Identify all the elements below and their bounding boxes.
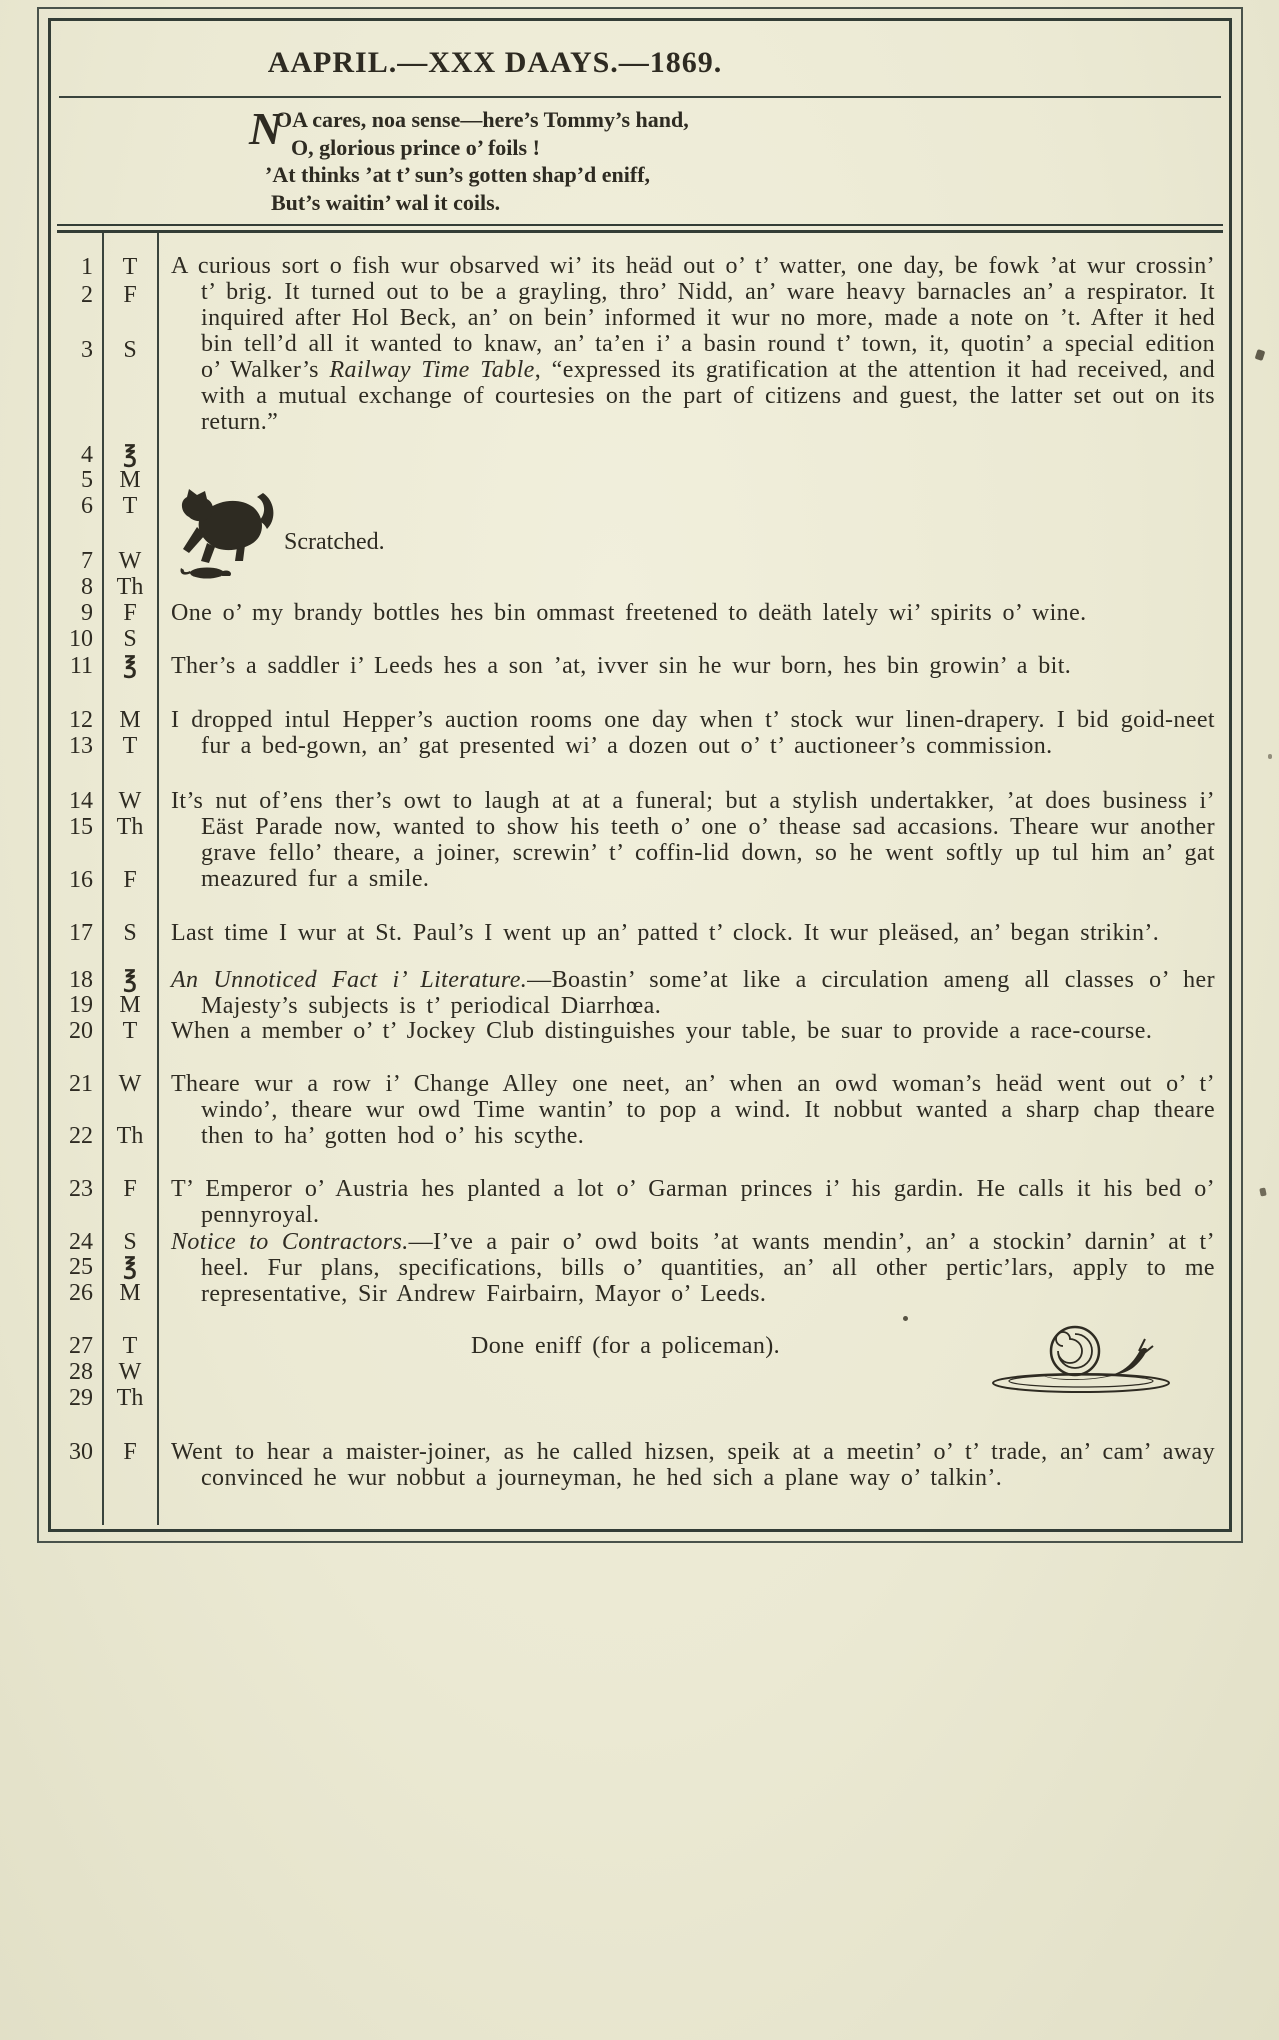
- day-letter: W: [118, 788, 142, 814]
- entry-text: Last time I wur at St. Paul’s I went up an’ patted t’ clock. It wur pleäsed, an’ began strikin’.: [171, 920, 1160, 946]
- entry-text: One o’ my brandy bottles hes bin ommast freetened to deäth lately wi’ spirits o’ wine.: [171, 600, 1087, 626]
- entry-change-alley: [171, 1071, 1215, 1149]
- day-letter: S: [123, 1229, 137, 1255]
- day-number: 4: [81, 442, 93, 468]
- day-letter: Th: [116, 1385, 144, 1411]
- almanac-frame-inner: [48, 18, 1232, 1532]
- day-number: 11: [69, 653, 93, 679]
- day-number: 28: [69, 1359, 93, 1385]
- entry-text: Went to hear a maister-joiner, as he called hizsen, speik at a meetin’ o’ t’ trade, an’ cam’ away convinced he wur nobbut a journeyman, he hed sich a plane way o’ talkin’.: [171, 1439, 1215, 1491]
- entry-text: [171, 253, 1215, 435]
- day-letter: W: [118, 1359, 142, 1385]
- day-letter: F: [123, 1439, 137, 1465]
- day-letter: M: [119, 1280, 141, 1306]
- ink-speck: [1259, 1187, 1267, 1196]
- day-letter: Th: [116, 1123, 144, 1149]
- entry-text: Ther’s a saddler i’ Leeds hes a son ’at, ivver sin he wur born, hes bin growin’ a bit.: [171, 653, 1072, 679]
- cat-caption: Scratched.: [284, 529, 385, 555]
- day-number: 29: [69, 1385, 93, 1411]
- entry-text: I dropped intul Hepper’s auction rooms one day when t’ stock wur linen-drapery. I bid goid-neet fur a bed-gown, an’ gat presented wi’ a dozen out o’ t’ auctioneer’s commission.: [171, 707, 1215, 759]
- day-letter: S: [123, 337, 137, 363]
- day-number: 10: [69, 626, 93, 652]
- day-letter: F: [123, 867, 137, 893]
- day-number: 21: [69, 1071, 93, 1097]
- entry-fish: [171, 253, 1215, 435]
- day-number: 6: [81, 493, 93, 519]
- entry-segment: , “expressed its gratification at the attention it had received, and with a mutual exchange of courtesies on the part of citizens and guest, the latter set out on its return.”: [201, 357, 1215, 435]
- day-letter: T: [122, 493, 138, 519]
- entry-text: Theare wur a row i’ Change Alley one neet, an’ when an owd woman’s heäd went out o’ t’ windo’, theare wur owd Time wantin’ to pop a wind. It nobbut wanted a sharp chap theare then to ha’ gotten hod o’ his scythe.: [171, 1071, 1215, 1149]
- day-letter-sunday: ℥: [123, 653, 137, 679]
- day-letter-sunday: ℥: [123, 442, 137, 468]
- entry-text: T’ Emperor o’ Austria hes planted a lot o’ Garman princes i’ his gardin. He calls it his bed o’ pennyroyal.: [171, 1176, 1215, 1228]
- entry-jockey: [171, 1018, 1215, 1044]
- entry-text: [171, 967, 1215, 1019]
- verse-line: OA cares, noa sense—here’s Tommy’s hand,: [275, 107, 689, 132]
- day-number: 22: [69, 1123, 93, 1149]
- day-letter-sunday: ℥: [123, 967, 137, 993]
- entry-segment-italic: Railway Time Table: [329, 357, 535, 383]
- day-letter: W: [118, 548, 142, 574]
- page-title: AAPRIL.—XXX DAAYS.—1869.: [267, 46, 723, 79]
- day-number: 16: [69, 867, 93, 893]
- verse: [249, 103, 789, 216]
- day-letter: Th: [116, 814, 144, 840]
- day-number: 13: [69, 733, 93, 759]
- day-letter: F: [123, 600, 137, 626]
- day-number: 1: [81, 254, 93, 280]
- entry-segment-italic: Notice to Contractors.: [171, 1229, 409, 1255]
- day-number: 17: [69, 920, 93, 946]
- day-letter: T: [122, 1333, 138, 1359]
- day-number: 12: [69, 707, 93, 733]
- verse-dropcap: N: [249, 103, 283, 154]
- entry-auction: [171, 707, 1215, 759]
- verse-line: ’At thinks ’at t’ sun’s gotten shap’d eniff,: [265, 162, 651, 187]
- day-number: 5: [81, 467, 93, 493]
- day-letter: T: [122, 1018, 138, 1044]
- entry-text: When a member o’ t’ Jockey Club distinguishes your table, be suar to provide a race-course.: [171, 1018, 1153, 1044]
- day-letter: M: [119, 707, 141, 733]
- day-number: 15: [69, 814, 93, 840]
- cat-scratching-illustration: [177, 487, 285, 583]
- entry-joiner: [171, 1439, 1215, 1491]
- entry-segment: —Boastin’ some’at like a circulation ameng all classes o’ her Majesty’s subjects is t’ periodical Diarrhœa.: [201, 967, 1215, 1019]
- entry-saddler: [171, 653, 1215, 679]
- day-number: 25: [69, 1254, 93, 1280]
- entry-brandy: [171, 600, 1215, 626]
- day-letter: Th: [116, 574, 144, 600]
- day-number: 23: [69, 1176, 93, 1202]
- day-letter: S: [123, 920, 137, 946]
- entry-literature: [171, 967, 1215, 1019]
- day-number: 30: [69, 1439, 93, 1465]
- entry-text: It’s nut of’ens ther’s owt to laugh at at a funeral; but a stylish undertakker, ’at does business i’ Eäst Parade now, wanted to show his teeth o’ one o’ thease sad accasions. Theare wur another grave fello’ theare, a joiner, screwin’ t’ coffin-lid down, so he went softly up tul him an’ gat meazured fur a smile.: [171, 788, 1215, 892]
- entry-funeral: [171, 788, 1215, 892]
- day-letter: M: [119, 467, 141, 493]
- ink-speck: [1268, 754, 1272, 759]
- day-letter: T: [122, 733, 138, 759]
- entry-segment: —I’ve a pair o’ owd boits ’at wants mendin’, an’ a stockin’ darnin’ at t’ heel. Fur plans, specifications, bills o’ quantities, an’ all other pertic’lars, apply to me representative, Sir Andrew Fairbairn, Mayor o’ Leeds.: [201, 1229, 1215, 1307]
- day-number: 20: [69, 1018, 93, 1044]
- title-divider: [59, 96, 1221, 98]
- section-divider: [57, 224, 1223, 233]
- cat-figure-block: [171, 487, 1215, 587]
- calendar-table: [51, 247, 1229, 1525]
- day-number: 3: [81, 337, 93, 363]
- entry-policeman: [171, 1333, 1215, 1359]
- day-number: 18: [69, 967, 93, 993]
- day-letter-sunday: ℥: [123, 1254, 137, 1280]
- ink-speck: [1255, 349, 1266, 361]
- day-number: 24: [69, 1229, 93, 1255]
- day-letter: W: [118, 1071, 142, 1097]
- snail-on-dish-illustration: [989, 1317, 1174, 1395]
- entry-emperor: [171, 1176, 1215, 1228]
- day-letter: T: [122, 254, 138, 280]
- almanac-frame: [37, 7, 1243, 1543]
- day-letter: S: [123, 626, 137, 652]
- day-letter: F: [123, 1176, 137, 1202]
- entry-segment: A curious sort o fish wur obsarved wi’ its heäd out o’ t’ watter, one day, be fowk ’at wur crossin’ t’ brig. It turned out to be a grayling, thro’ Nidd, an’ ware heavy barnacles an’ a respirator. It inquired after Hol Beck, an’ on bein’ informed it wur no more, made a note on ’t. After it hed bin tell’d all it wanted to knaw, an’ ta’en i’ a basin round t’ town, it, quotin’ a special edition o’ Walker’s: [171, 253, 1215, 383]
- day-number: 8: [81, 574, 93, 600]
- column-divider-2: [157, 233, 159, 1525]
- day-letter: M: [119, 992, 141, 1018]
- day-number: 2: [81, 282, 93, 308]
- entry-segment-italic: An Unnoticed Fact i’ Literature.: [171, 967, 528, 993]
- day-number: 9: [81, 600, 93, 626]
- entry-clock: [171, 920, 1215, 946]
- entry-text: Done eniff (for a policeman).: [471, 1333, 781, 1359]
- verse-line: O, glorious prince o’ foils !: [291, 134, 540, 160]
- verse-line: But’s waitin’ wal it coils.: [271, 189, 501, 215]
- day-number: 27: [69, 1333, 93, 1359]
- day-number: 19: [69, 992, 93, 1018]
- entry-contractors: [171, 1229, 1215, 1307]
- day-number: 14: [69, 788, 93, 814]
- day-number: 7: [81, 548, 93, 574]
- day-number: 26: [69, 1280, 93, 1306]
- day-letter: F: [123, 282, 137, 308]
- entry-text: [171, 1229, 1215, 1307]
